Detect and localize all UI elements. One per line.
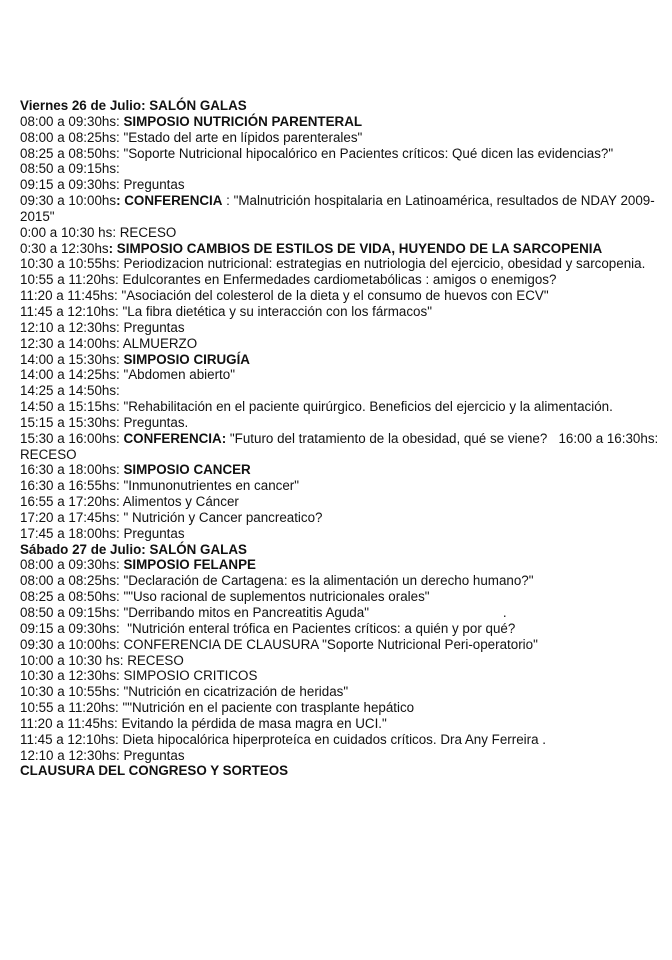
text-segment: 11:45 a 12:10hs: "La fibra dietética y su interacción con los fármacos" [20,303,432,319]
text-segment: 10:00 a 10:30 hs: RECESO [20,652,184,668]
text-segment: 10:30 a 12:30hs: SIMPOSIO CRITICOS [20,668,258,684]
program-line [20,684,660,700]
text-segment: 11:45 a 12:10hs: Dieta hipocalórica hiperproteíca en cuidados críticos. Dra Any Ferreira . [20,731,546,747]
program-line [20,415,660,431]
program-line [20,352,660,368]
text-segment: 11:20 a 11:45hs: Evitando la pérdida de masa magra en UCI." [20,715,387,731]
program-line [20,146,660,162]
program-line [20,256,660,272]
program-line [20,241,660,257]
program-line [20,130,660,146]
program-line [20,621,660,637]
text-segment: 08:00 a 09:30hs: [20,113,124,129]
program-line [20,320,660,336]
program-line [20,700,660,716]
program-line [20,589,660,605]
bold-text-segment: SIMPOSIO CIRUGÍA [123,351,250,367]
text-segment: 15:30 a 16:00hs: [20,430,124,446]
text-segment: 08:50 a 09:15hs: [20,161,120,177]
text-segment: 15:15 a 15:30hs: Preguntas. [20,414,189,430]
text-segment: 0:00 a 10:30 hs: RECESO [20,224,177,240]
text-segment: 10:30 a 10:55hs: Periodizacion nutricional: estrategias en nutriologia del ejercicio, obesidad y sarcopenia. [20,256,646,272]
bold-text-segment: Viernes 26 de Julio: SALÓN GALAS [20,98,247,113]
program-line [20,573,660,589]
bold-text-segment: Sábado 27 de Julio: SALÓN GALAS [20,541,247,557]
text-segment: 14:00 a 14:25hs: "Abdomen abierto" [20,367,235,383]
program-line [20,462,660,478]
program-document [20,98,660,779]
program-line [20,367,660,383]
text-segment: 08:00 a 09:30hs: [20,557,124,573]
text-segment: 10:55 a 11:20hs: ""Nutrición en el paciente con trasplante hepático [20,700,415,716]
program-line [20,98,660,114]
program-line [20,668,660,684]
text-segment: 17:45 a 18:00hs: Preguntas [20,525,185,541]
program-line [20,526,660,542]
program-line [20,637,660,653]
program-line [20,383,660,399]
program-lines [20,98,660,779]
text-segment: 14:00 a 15:30hs: [20,351,124,367]
program-line [20,399,660,415]
text-segment: 0:30 a 12:30hs [20,240,109,256]
text-segment: 12:10 a 12:30hs: Preguntas [20,747,185,763]
program-line [20,225,660,241]
text-segment: 16:30 a 18:00hs: [20,462,124,478]
bold-text-segment: : CONFERENCIA [116,193,223,209]
program-line [20,431,660,463]
text-segment: 17:20 a 17:45hs: " Nutrición y Cancer pancreatico? [20,509,323,525]
program-line [20,605,660,621]
program-line [20,304,660,320]
program-line [20,748,660,764]
program-line [20,494,660,510]
program-line [20,478,660,494]
text-segment: 09:15 a 09:30hs: "Nutrición enteral trófica en Pacientes críticos: a quién y por qué? [20,620,516,636]
text-segment: 08:25 a 08:50hs: "Soporte Nutricional hipocalórico en Pacientes críticos: Qué dicen las evidencias?" [20,145,614,161]
text-segment: 09:30 a 10:00hs: CONFERENCIA DE CLAUSURA "Soporte Nutricional Peri-operatorio" [20,636,538,652]
text-segment: 10:30 a 10:55hs: "Nutrición en cicatrización de heridas" [20,684,349,700]
bold-text-segment: : SIMPOSIO CAMBIOS DE ESTILOS DE VIDA, HUYENDO DE LA SARCOPENIA [108,240,603,256]
text-segment: 14:25 a 14:50hs: [20,383,120,399]
program-line [20,542,660,558]
text-segment: 12:10 a 12:30hs: Preguntas [20,319,185,335]
bold-text-segment: CLAUSURA DEL CONGRESO Y SORTEOS [20,763,289,779]
bold-text-segment: SIMPOSIO NUTRICIÓN PARENTERAL [123,113,363,129]
text-segment: "Futuro del tratamiento de la obesidad, qué se viene? 16:00 a 16:30hs: RECESO [20,430,662,462]
program-line [20,288,660,304]
program-line [20,193,660,225]
bold-text-segment: SIMPOSIO FELANPE [123,557,256,573]
text-segment: 09:15 a 09:30hs: Preguntas [20,177,185,193]
text-segment: 08:25 a 08:50hs: ""Uso racional de suplementos nutricionales orales" [20,589,430,605]
text-segment: 11:20 a 11:45hs: "Asociación del colesterol de la dieta y el consumo de huevos con ECV" [20,288,549,304]
text-segment: 12:30 a 14:00hs: ALMUERZO [20,335,198,351]
program-line [20,510,660,526]
text-segment: 16:55 a 17:20hs: Alimentos y Cáncer [20,494,239,510]
bold-text-segment: CONFERENCIA: [123,430,227,446]
text-segment: : "Malnutrición hospitalaria en Latinoamérica, resultados de NDAY 2009-2015" [20,193,655,224]
program-line [20,763,660,779]
program-line [20,114,660,130]
program-line [20,272,660,288]
text-segment: 09:30 a 10:00hs [20,193,117,209]
program-line [20,732,660,748]
text-segment: 08:00 a 08:25hs: "Declaración de Cartagena: es la alimentación un derecho humano?" [20,573,534,589]
program-line [20,557,660,573]
program-line [20,161,660,177]
program-line [20,336,660,352]
text-segment: 08:00 a 08:25hs: "Estado del arte en lípidos parenterales" [20,129,363,145]
program-line [20,716,660,732]
text-segment: 08:50 a 09:15hs: "Derribando mitos en Pancreatitis Aguda" . [20,605,507,620]
bold-text-segment: SIMPOSIO CANCER [123,462,251,478]
text-segment: 14:50 a 15:15hs: "Rehabilitación en el paciente quirúrgico. Beneficios del ejercicio y la alimentación. [20,399,613,415]
text-segment: 10:55 a 11:20hs: Edulcorantes en Enfermedades cardiometabólicas : amigos o enemigos? [20,272,557,288]
program-line [20,177,660,193]
text-segment: 16:30 a 16:55hs: "Inmunonutrientes en cancer" [20,478,299,494]
program-line [20,653,660,669]
